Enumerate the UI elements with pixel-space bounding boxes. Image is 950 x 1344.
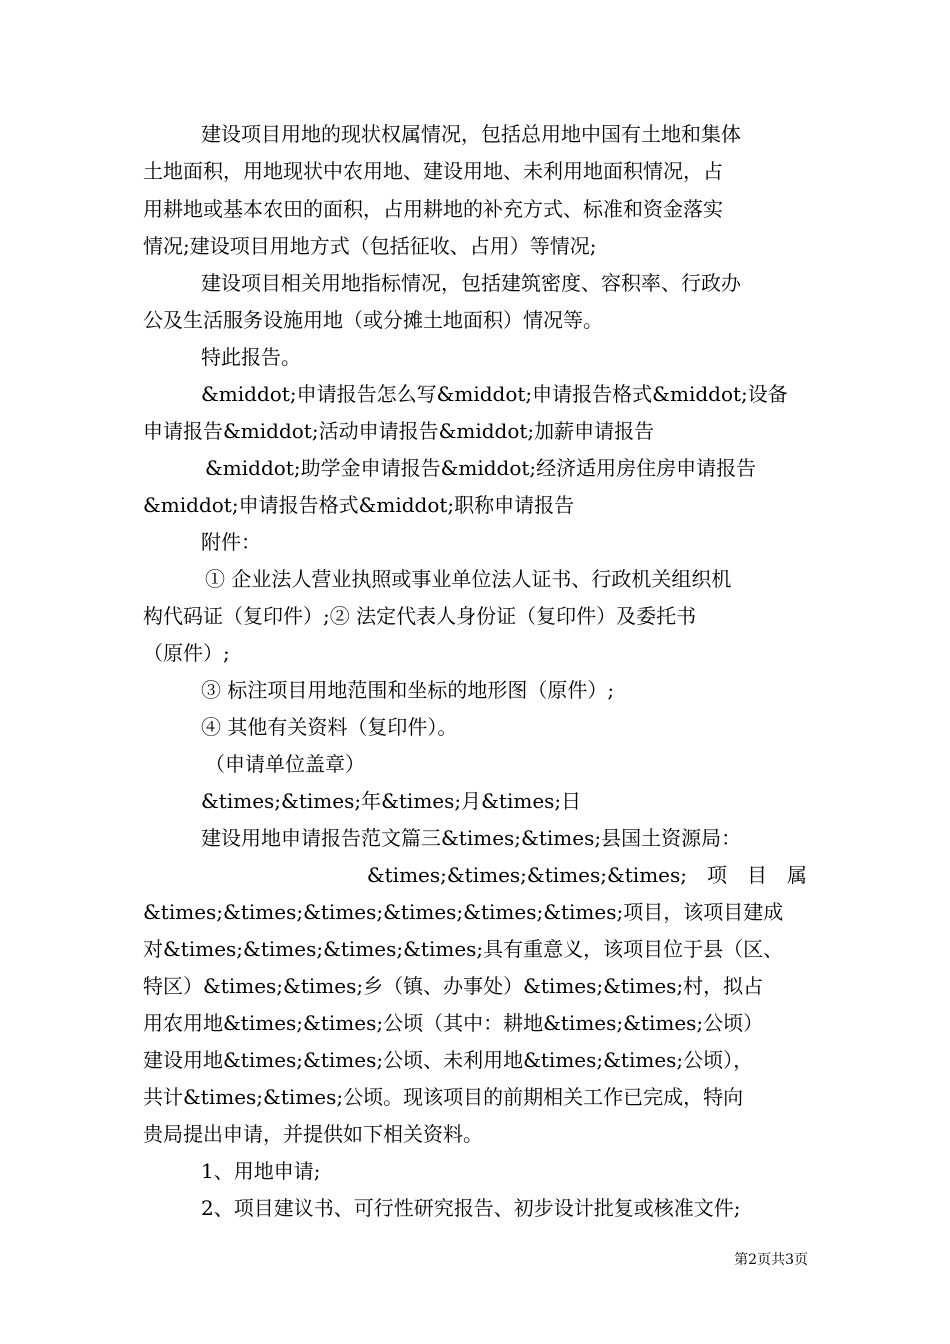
paragraph-line: 公及生活服务设施用地（或分摊土地面积）情况等。 <box>143 308 603 332</box>
paragraph-line: &times;&times;&times;&times; 项 目 属 <box>366 863 807 887</box>
paragraph-line: 1、用地申请; <box>201 1159 321 1183</box>
page-number-footer: 第2页共3页 <box>734 1252 808 1268</box>
paragraph-line: （申请单位盖章） <box>205 752 365 776</box>
paragraph-line: ④ 其他有关资料（复印件）。 <box>201 715 458 739</box>
paragraph-line: &middot;助学金申请报告&middot;经济适用房住房申请报告 <box>205 456 757 480</box>
paragraph-line: 特区）&times;&times;乡（镇、办事处）&times;&times;村，拟占 <box>143 974 764 998</box>
paragraph-line: （原件）; <box>143 641 230 665</box>
paragraph-line: 用农用地&times;&times;公顷（其中：耕地&times;&times;公顷） <box>143 1011 764 1035</box>
paragraph-line: 附件： <box>201 530 261 554</box>
paragraph-line: 申请报告&middot;活动申请报告&middot;加薪申请报告 <box>143 419 655 443</box>
paragraph-line: 情况;建设项目用地方式（包括征收、占用）等情况; <box>143 234 597 258</box>
paragraph-line: 2、项目建议书、可行性研究报告、初步设计批复或核准文件; <box>201 1196 741 1220</box>
paragraph-line: 建设项目用地的现状权属情况，包括总用地中国有土地和集体 <box>201 122 741 146</box>
paragraph-line: &middot;申请报告怎么写&middot;申请报告格式&middot;设备 <box>201 382 788 406</box>
paragraph-line: &times;&times;&times;&times;&times;&times;项目，该项目建成 <box>143 900 784 924</box>
paragraph-line: &middot;申请报告格式&middot;职称申请报告 <box>143 493 575 517</box>
paragraph-line: ① 企业法人营业执照或事业单位法人证书、行政机关组织机 <box>205 567 732 591</box>
paragraph-line: ③ 标注项目用地范围和坐标的地形图（原件）; <box>201 678 615 702</box>
paragraph-line: 共计&times;&times;公顷。现该项目的前期相关工作已完成，特向 <box>143 1085 744 1109</box>
paragraph-line: 对&times;&times;&times;&times;具有重意义，该项目位于县（区、 <box>143 937 784 961</box>
paragraph-line: 建设项目相关用地指标情况，包括建筑密度、容积率、行政办 <box>201 271 741 295</box>
paragraph-line: 建设用地申请报告范文篇三&times;&times;县国土资源局： <box>201 826 742 850</box>
paragraph-line: 特此报告。 <box>201 345 301 369</box>
paragraph-line: 建设用地&times;&times;公顷、未利用地&times;&times;公顷）， <box>143 1048 754 1072</box>
paragraph-line: &times;&times;年&times;月&times;日 <box>201 789 582 813</box>
paragraph-line: 贵局提出申请，并提供如下相关资料。 <box>143 1122 483 1146</box>
paragraph-line: 土地面积，用地现状中农用地、建设用地、未利用地面积情况，占 <box>143 159 723 183</box>
paragraph-line: 构代码证（复印件）;② 法定代表人身份证（复印件）及委托书 <box>143 604 697 628</box>
paragraph-line: 用耕地或基本农田的面积，占用耕地的补充方式、标准和资金落实 <box>143 197 723 221</box>
